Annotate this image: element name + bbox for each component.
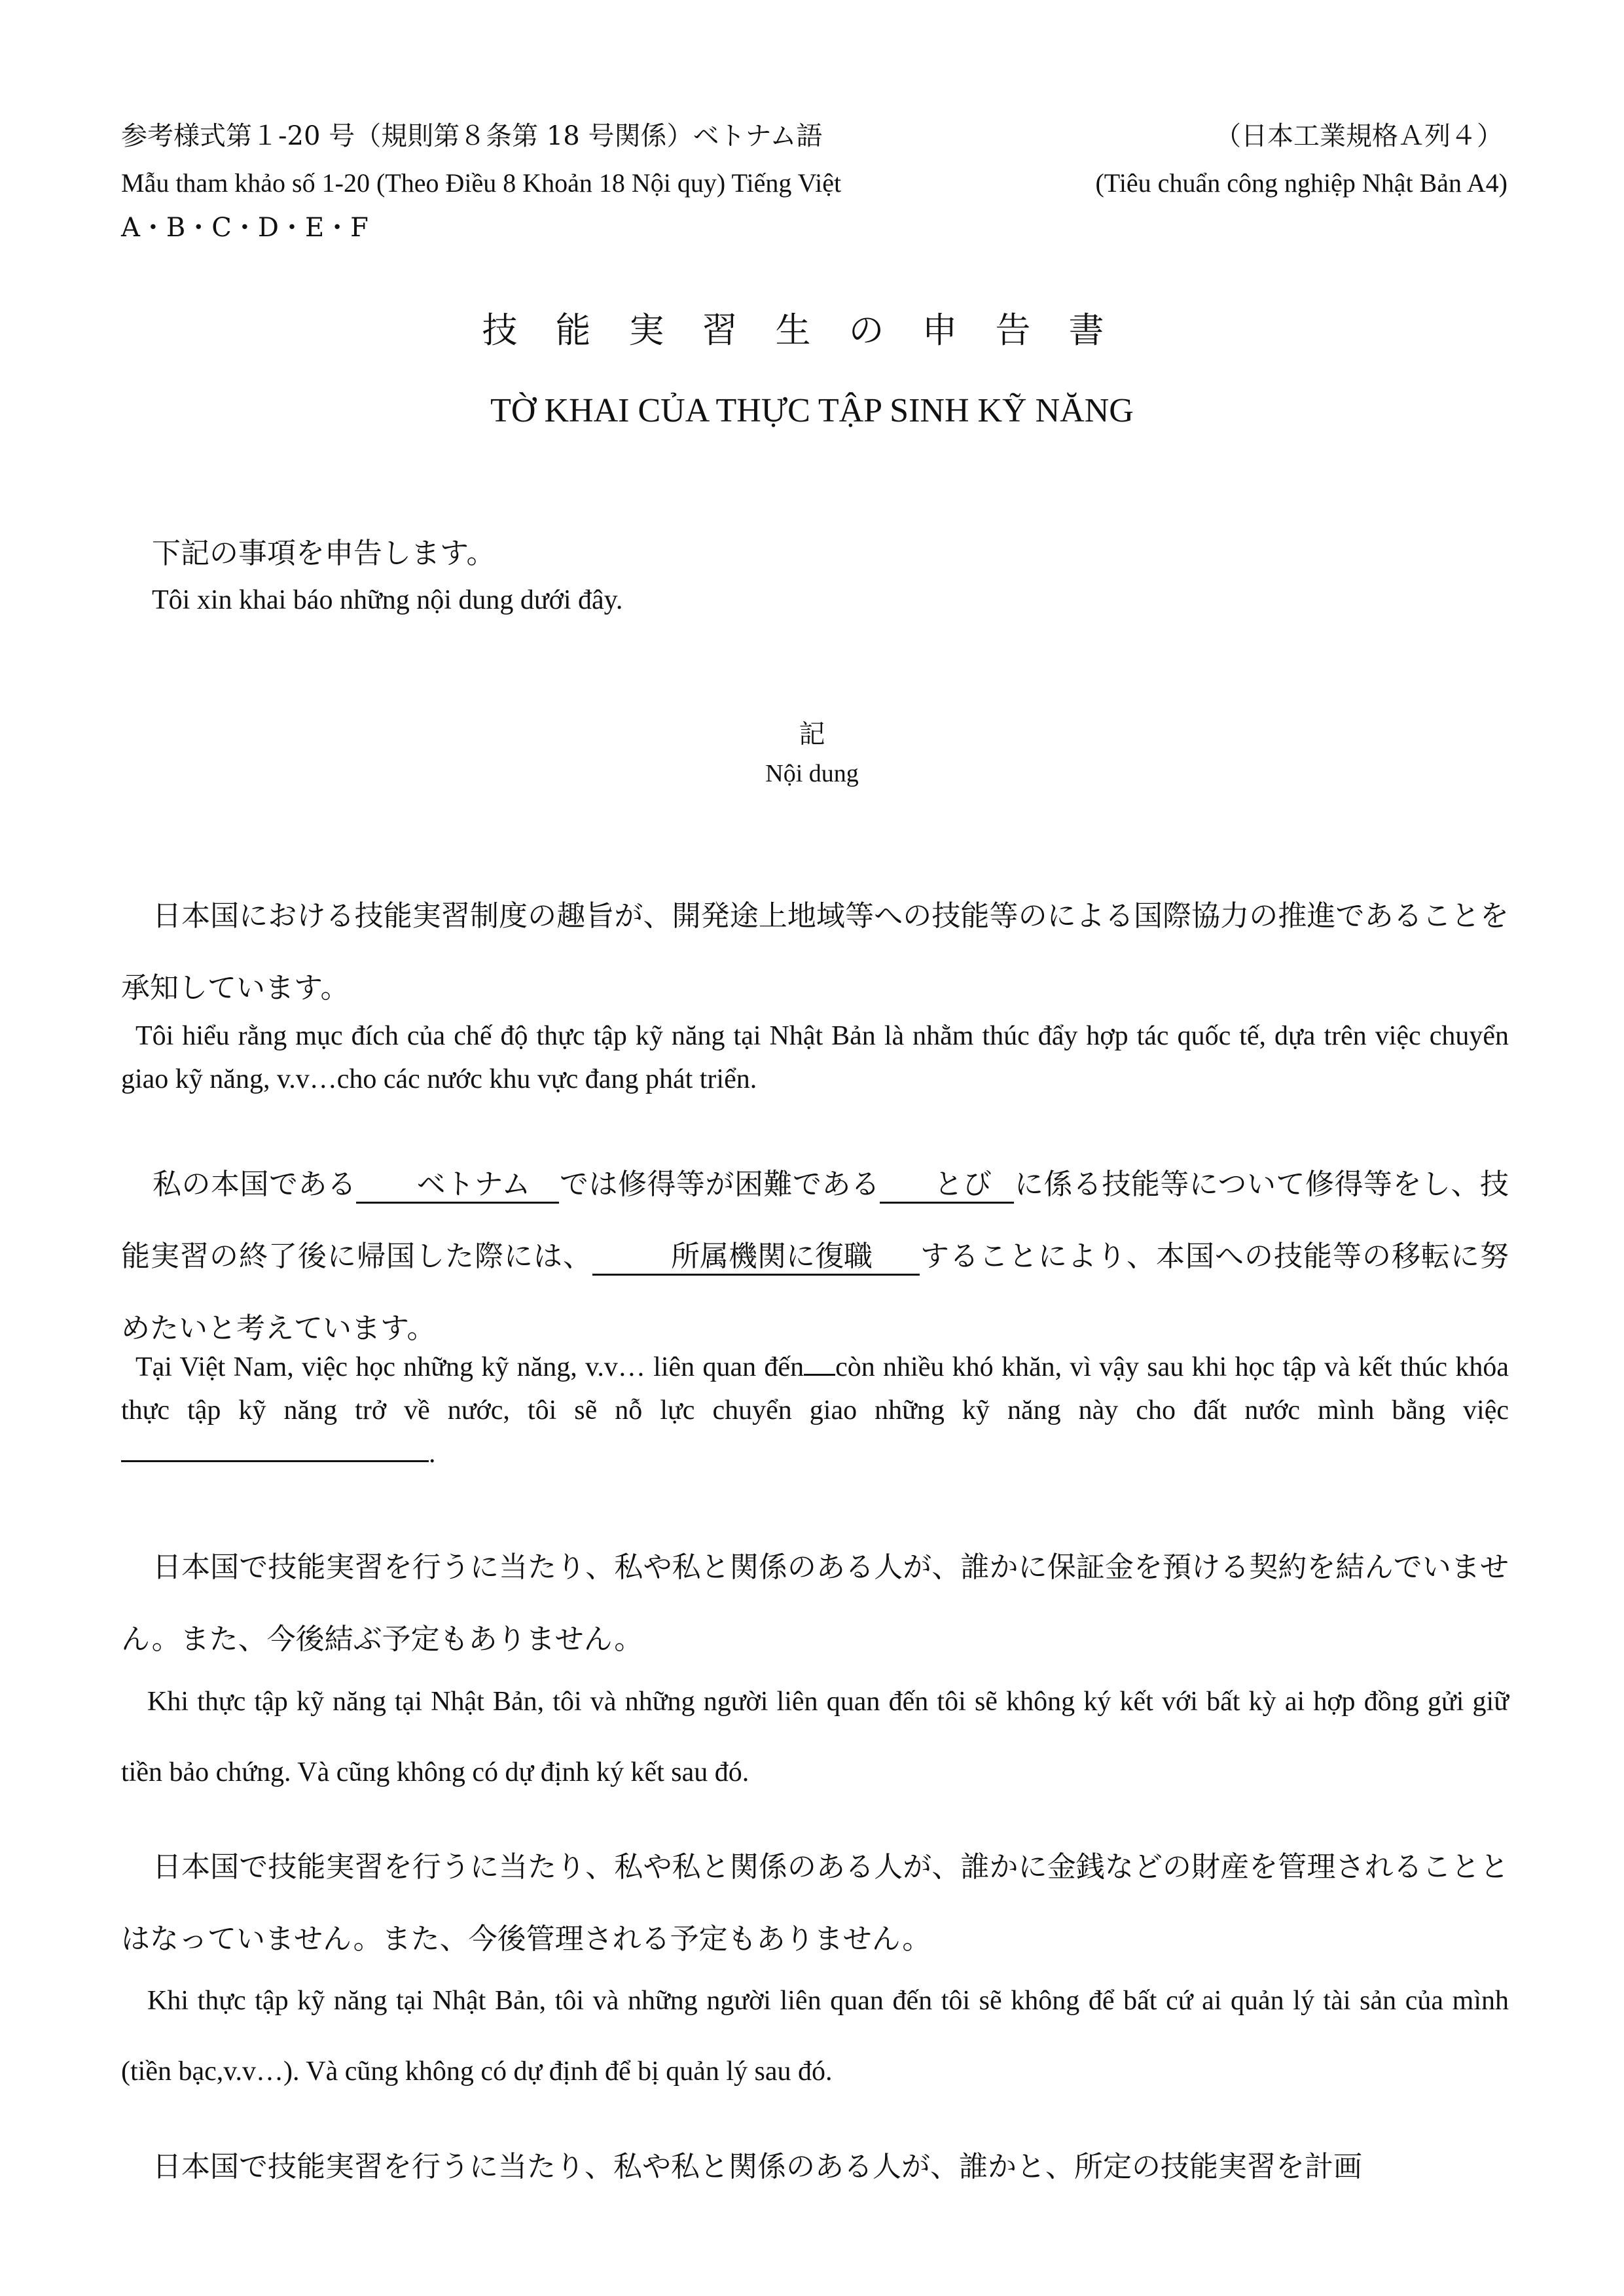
paragraph-2-jp-text-c: に係る技能等について修得等をし、技能実習の終了後に帰国した際には、	[121, 1168, 1509, 1273]
section-heading-jp: 記	[799, 719, 825, 749]
intro-jp: 下記の事項を申告します。	[152, 537, 496, 570]
paragraph-5-jp: 日本国で技能実習を行うに当たり、私や私と関係のある人が、誰かと、所定の技能実習を計画	[153, 2150, 1362, 2183]
paragraph-2-vi-text-a: Tại Việt Nam, việc học những kỹ năng, v.v… liên quan đến	[135, 1352, 804, 1382]
paragraph-3-jp: 日本国で技能実習を行うに当たり、私や私と関係のある人が、誰かに保証金を預ける契約を結んでいません。また、今後結ぶ予定もありません。	[121, 1551, 1509, 1656]
paragraph-1-jp: 日本国における技能実習制度の趣旨が、開発途上地域等への技能等のによる国際協力の推進であることを承知しています。	[121, 899, 1509, 1005]
job-type-field: とび	[880, 1168, 1014, 1204]
grade-options: A・B・C・D・E・F	[121, 213, 369, 243]
paragraph-4-vi: Khi thực tập kỹ năng tại Nhật Bản, tôi và những người liên quan đến tôi sẽ không để bất cứ ai quản lý tài sản của mình (tiền bạc,v.v…). Và cũng không có dự định để bị quản lý sau đó.	[121, 1986, 1509, 2087]
intro-vi: Tôi xin khai báo những nội dung dưới đây.	[152, 585, 623, 615]
form-number-jp: 参考様式第１-20 号（規則第８条第 18 号関係）ベトナム語	[121, 121, 823, 151]
paragraph-3-vi: Khi thực tập kỹ năng tại Nhật Bản, tôi và những người liên quan đến tôi sẽ không ký kết với bất kỳ ai hợp đồng gửi giữ tiền bảo chứng. Và cũng không có dự định ký kết sau đó.	[121, 1687, 1509, 1787]
paragraph-2-jp-text-b: では修得等が困難である	[559, 1168, 880, 1201]
return-plan-field-vi	[121, 1460, 429, 1462]
return-plan-field: 所属機関に復職	[592, 1240, 920, 1276]
paragraph-2-jp-text-d: することにより、本国への技能等の移転に努めたいと考えています。	[121, 1240, 1509, 1345]
paragraph-2-jp-text-a: 私の本国である	[153, 1168, 357, 1201]
paragraph-2-vi-text-b: còn nhiều khó khăn, vì vậy sau khi học tập và kết thúc khóa thực tập kỹ năng trở về nước, tôi sẽ nỗ lực chuyển giao những kỹ năng này cho đất nước mình bằng việc	[121, 1352, 1509, 1426]
paragraph-2-vi-text-c: .	[429, 1439, 436, 1469]
paragraph-4-jp: 日本国で技能実習を行うに当たり、私や私と関係のある人が、誰かに金銭などの財産を管理されることとはなっていません。また、今後管理される予定もありません。	[121, 1850, 1509, 1956]
paragraph-2-jp	[121, 1149, 1509, 1365]
paper-size-vi: (Tiêu chuẩn công nghiệp Nhật Bản A4)	[1095, 168, 1507, 198]
paper-size-jp: （日本工業規格Ａ列４）	[1215, 121, 1503, 151]
section-heading-vi: Nội dung	[765, 760, 859, 787]
paragraph-2-vi	[121, 1346, 1509, 1475]
form-number-vi: Mẫu tham khảo số 1-20 (Theo Điều 8 Khoản 18 Nội quy) Tiếng Việt	[121, 168, 842, 198]
page-title-vi: TỜ KHAI CỦA THỰC TẬP SINH KỸ NĂNG	[490, 392, 1134, 429]
job-type-field-vi	[804, 1374, 835, 1376]
paragraph-1-vi	[121, 1014, 1509, 1101]
home-country-field: ベトナム	[356, 1168, 559, 1204]
paragraph-1-vi-text: Tôi hiểu rằng mục đích của chế độ thực tập kỹ năng tại Nhật Bản là nhằm thúc đẩy hợp tác quốc tế, dựa trên việc chuyển giao kỹ năng, v.v…cho các nước khu vực đang phát triển.	[121, 1021, 1509, 1094]
page-title-jp: 技能実習生の申告書	[482, 310, 1142, 351]
